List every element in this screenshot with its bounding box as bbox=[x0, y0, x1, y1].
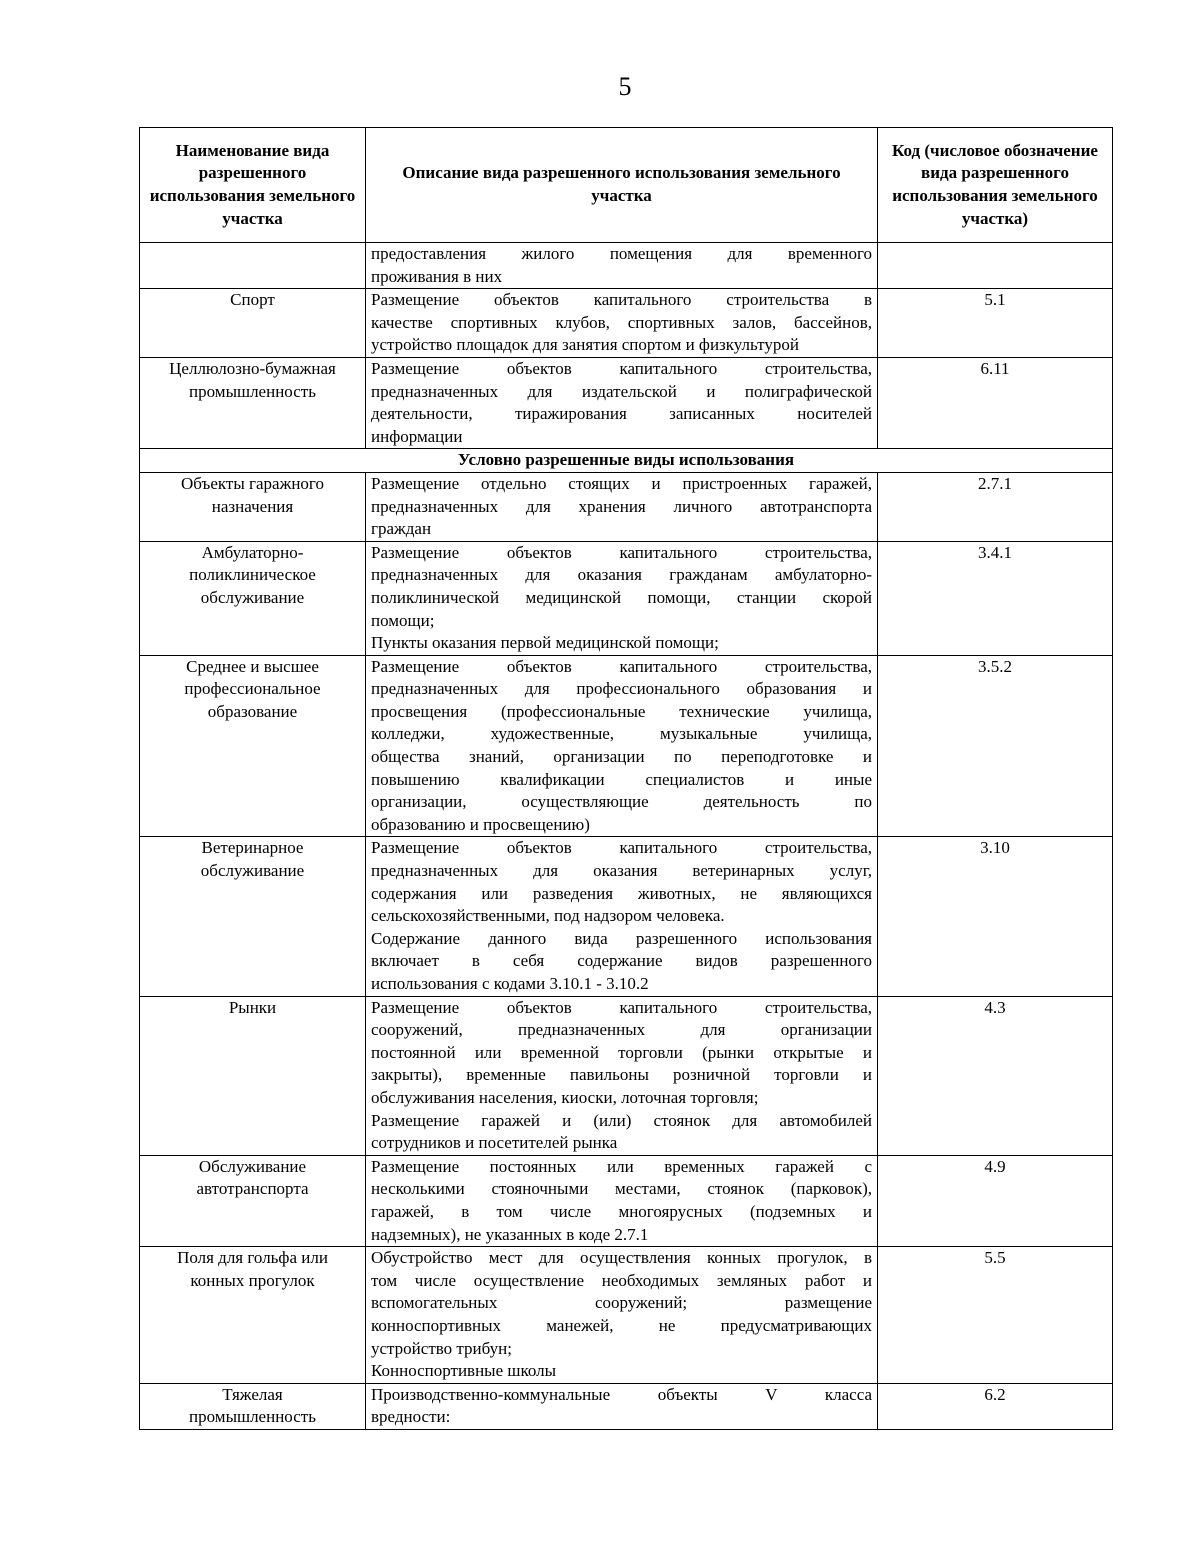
description-line: Конноспортивные школы bbox=[371, 1361, 557, 1381]
land-use-code: 4.9 bbox=[878, 1155, 1113, 1246]
land-use-code: 3.4.1 bbox=[878, 541, 1113, 655]
description-line: общества знаний, организации по переподготовке и bbox=[371, 747, 872, 767]
description-line: надземных), не указанных в коде 2.7.1 bbox=[371, 1224, 649, 1244]
description-line: обслуживания населения, киоски, лоточная торговля; bbox=[371, 1087, 759, 1107]
table-row bbox=[140, 472, 1113, 541]
description-line: Размещение гаражей и (или) стоянок для автомобилей bbox=[371, 1110, 872, 1130]
page-number: 5 bbox=[618, 72, 632, 101]
land-use-code: 3.10 bbox=[878, 837, 1113, 996]
description-line: предназначенных для оказания ветеринарных услуг, bbox=[371, 861, 872, 881]
land-use-description bbox=[366, 655, 878, 837]
description-line: Размещение постоянных или временных гаражей с bbox=[371, 1156, 872, 1176]
land-use-name bbox=[140, 655, 366, 837]
land-use-code: 5.1 bbox=[878, 289, 1113, 358]
description-line: Размещение объектов капитального строительства, bbox=[371, 358, 872, 378]
description-line: том числе осуществление необходимых земляных работ и bbox=[371, 1270, 872, 1290]
description-line: просвещения (профессиональные технические училища, bbox=[371, 701, 872, 721]
name-line: Объекты гаражного bbox=[181, 473, 324, 493]
name-line: Амбулаторно- bbox=[201, 542, 304, 562]
land-use-name bbox=[140, 1383, 366, 1429]
description-line: устройство площадок для занятия спортом и физкультурой bbox=[371, 335, 799, 355]
description-line: конноспортивных манежей, не предусматривающих bbox=[371, 1315, 872, 1335]
land-use-description bbox=[366, 472, 878, 541]
table-row bbox=[140, 1383, 1113, 1429]
land-use-name bbox=[140, 996, 366, 1155]
land-use-name bbox=[140, 357, 366, 448]
description-line: сотрудников и посетителей рынка bbox=[371, 1133, 618, 1153]
description-line: Размещение объектов капитального строительства, bbox=[371, 997, 872, 1017]
description-line: вспомогательных сооружений; размещение bbox=[371, 1293, 872, 1313]
description-line: качестве спортивных клубов, спортивных залов, бассейнов, bbox=[371, 312, 872, 332]
continuation-name-cell bbox=[140, 243, 366, 289]
description-line: Размещение объектов капитального строительства, bbox=[371, 838, 872, 858]
land-use-name bbox=[140, 1247, 366, 1384]
description-line: Обустройство мест для осуществления конных прогулок, в bbox=[371, 1248, 872, 1268]
land-use-code: 6.11 bbox=[878, 357, 1113, 448]
description-line: организации, осуществляющие деятельность по bbox=[371, 792, 872, 812]
description-line: несколькими стояночными местами, стоянок (парковок), bbox=[371, 1179, 872, 1199]
name-line: назначения bbox=[211, 496, 294, 516]
land-use-description bbox=[366, 996, 878, 1155]
name-line: Обслуживание bbox=[198, 1156, 307, 1176]
description-line: Размещение объектов капитального строительства, bbox=[371, 542, 872, 562]
description-line: содержания или разведения животных, не являющихся bbox=[371, 883, 872, 903]
description-line: повышению квалификации специалистов и иные bbox=[371, 769, 872, 789]
land-use-name bbox=[140, 541, 366, 655]
land-use-code: 4.3 bbox=[878, 996, 1113, 1155]
description-line: включает в себя содержание видов разрешенного bbox=[371, 951, 872, 971]
land-use-name bbox=[140, 289, 366, 358]
land-use-description bbox=[366, 357, 878, 448]
land-use-code: 2.7.1 bbox=[878, 472, 1113, 541]
description-line: проживания в них bbox=[371, 266, 503, 286]
description-line: Пункты оказания первой медицинской помощи; bbox=[371, 633, 719, 653]
table-row bbox=[140, 289, 1113, 358]
description-line: граждан bbox=[371, 519, 432, 539]
description-line: образованию и просвещению) bbox=[371, 814, 590, 834]
description-line: предназначенных для оказания гражданам амбулаторно- bbox=[371, 565, 872, 585]
land-use-description bbox=[366, 1155, 878, 1246]
name-line: обслуживание bbox=[200, 587, 305, 607]
description-line: постоянной или временной торговли (рынки открытые и bbox=[371, 1042, 872, 1062]
description-line: гаражей, в том числе многоярусных (подземных и bbox=[371, 1201, 872, 1221]
name-line: Тяжелая bbox=[222, 1384, 283, 1404]
description-line: использования с кодами 3.10.1 - 3.10.2 bbox=[371, 974, 649, 993]
land-use-table bbox=[139, 127, 1113, 1430]
name-line: промышленность bbox=[189, 381, 316, 401]
description-line: Размещение объектов капитального строительства в bbox=[371, 290, 872, 310]
description-line: устройство трибун; bbox=[371, 1338, 512, 1358]
land-use-description bbox=[366, 289, 878, 358]
description-line: колледжи, художественные, музыкальные училища, bbox=[371, 724, 872, 744]
land-use-name bbox=[140, 472, 366, 541]
description-line: закрыты), временные павильоны розничной торговли и bbox=[371, 1065, 872, 1085]
description-line: деятельности, тиражирования записанных носителей bbox=[371, 404, 872, 424]
name-line: Поля для гольфа или bbox=[177, 1248, 328, 1268]
land-use-description bbox=[366, 1383, 878, 1429]
name-line: Среднее и высшее bbox=[186, 656, 319, 676]
description-line: Размещение объектов капитального строительства, bbox=[371, 656, 872, 676]
name-line: образование bbox=[207, 701, 298, 721]
land-use-code: 3.5.2 bbox=[878, 655, 1113, 837]
description-line: помощи; bbox=[371, 610, 435, 630]
description-line: предназначенных для хранения личного автотранспорта bbox=[371, 496, 872, 516]
description-line: вредности: bbox=[371, 1407, 451, 1427]
land-use-code: 5.5 bbox=[878, 1247, 1113, 1384]
continuation-row bbox=[140, 243, 1113, 289]
table-row bbox=[140, 837, 1113, 996]
header-name: Наименование вида разрешенного использования земельного участка bbox=[140, 128, 366, 243]
name-line: обслуживание bbox=[200, 861, 305, 881]
land-use-description bbox=[366, 1247, 878, 1384]
table-row bbox=[140, 541, 1113, 655]
table-row bbox=[140, 655, 1113, 837]
name-line: промышленность bbox=[189, 1407, 316, 1427]
table-header-row bbox=[140, 128, 1113, 243]
description-line: Размещение отдельно стоящих и пристроенных гаражей, bbox=[371, 473, 872, 493]
name-line: Спорт bbox=[230, 290, 275, 310]
table-row bbox=[140, 1247, 1113, 1384]
section-row bbox=[140, 449, 1113, 473]
header-code: Код (числовое обозначение вида разрешенного использования земельного участка) bbox=[878, 128, 1113, 243]
table-row bbox=[140, 1155, 1113, 1246]
table-row bbox=[140, 357, 1113, 448]
description-line: поликлинической медицинской помощи, станции скорой bbox=[371, 587, 872, 607]
name-line: поликлиническое bbox=[189, 565, 316, 585]
description-line: предоставления жилого помещения для временного bbox=[371, 244, 872, 263]
section-title: Условно разрешенные виды использования bbox=[140, 449, 1113, 473]
continuation-code-cell bbox=[878, 243, 1113, 289]
description-line: Производственно-коммунальные объекты V класса bbox=[371, 1384, 872, 1404]
land-use-name bbox=[140, 1155, 366, 1246]
name-line: Целлюлозно-бумажная bbox=[169, 358, 336, 378]
name-line: автотранспорта bbox=[196, 1179, 309, 1199]
description-line: информации bbox=[371, 426, 463, 446]
description-line: сельскохозяйственными, под надзором человека. bbox=[371, 906, 725, 926]
land-use-description bbox=[366, 837, 878, 996]
continuation-description bbox=[366, 243, 878, 289]
description-line: предназначенных для издательской и полиграфической bbox=[371, 381, 872, 401]
land-use-description bbox=[366, 541, 878, 655]
description-line: сооружений, предназначенных для организации bbox=[371, 1020, 872, 1040]
name-line: профессиональное bbox=[184, 679, 321, 699]
table-row bbox=[140, 996, 1113, 1155]
land-use-code: 6.2 bbox=[878, 1383, 1113, 1429]
name-line: Ветеринарное bbox=[201, 838, 304, 858]
header-description: Описание вида разрешенного использования земельного участка bbox=[366, 128, 878, 243]
description-line: Содержание данного вида разрешенного использования bbox=[371, 928, 872, 948]
description-line: предназначенных для профессионального образования и bbox=[371, 679, 872, 699]
land-use-name bbox=[140, 837, 366, 996]
name-line: Рынки bbox=[228, 997, 277, 1017]
name-line: конных прогулок bbox=[190, 1270, 315, 1290]
